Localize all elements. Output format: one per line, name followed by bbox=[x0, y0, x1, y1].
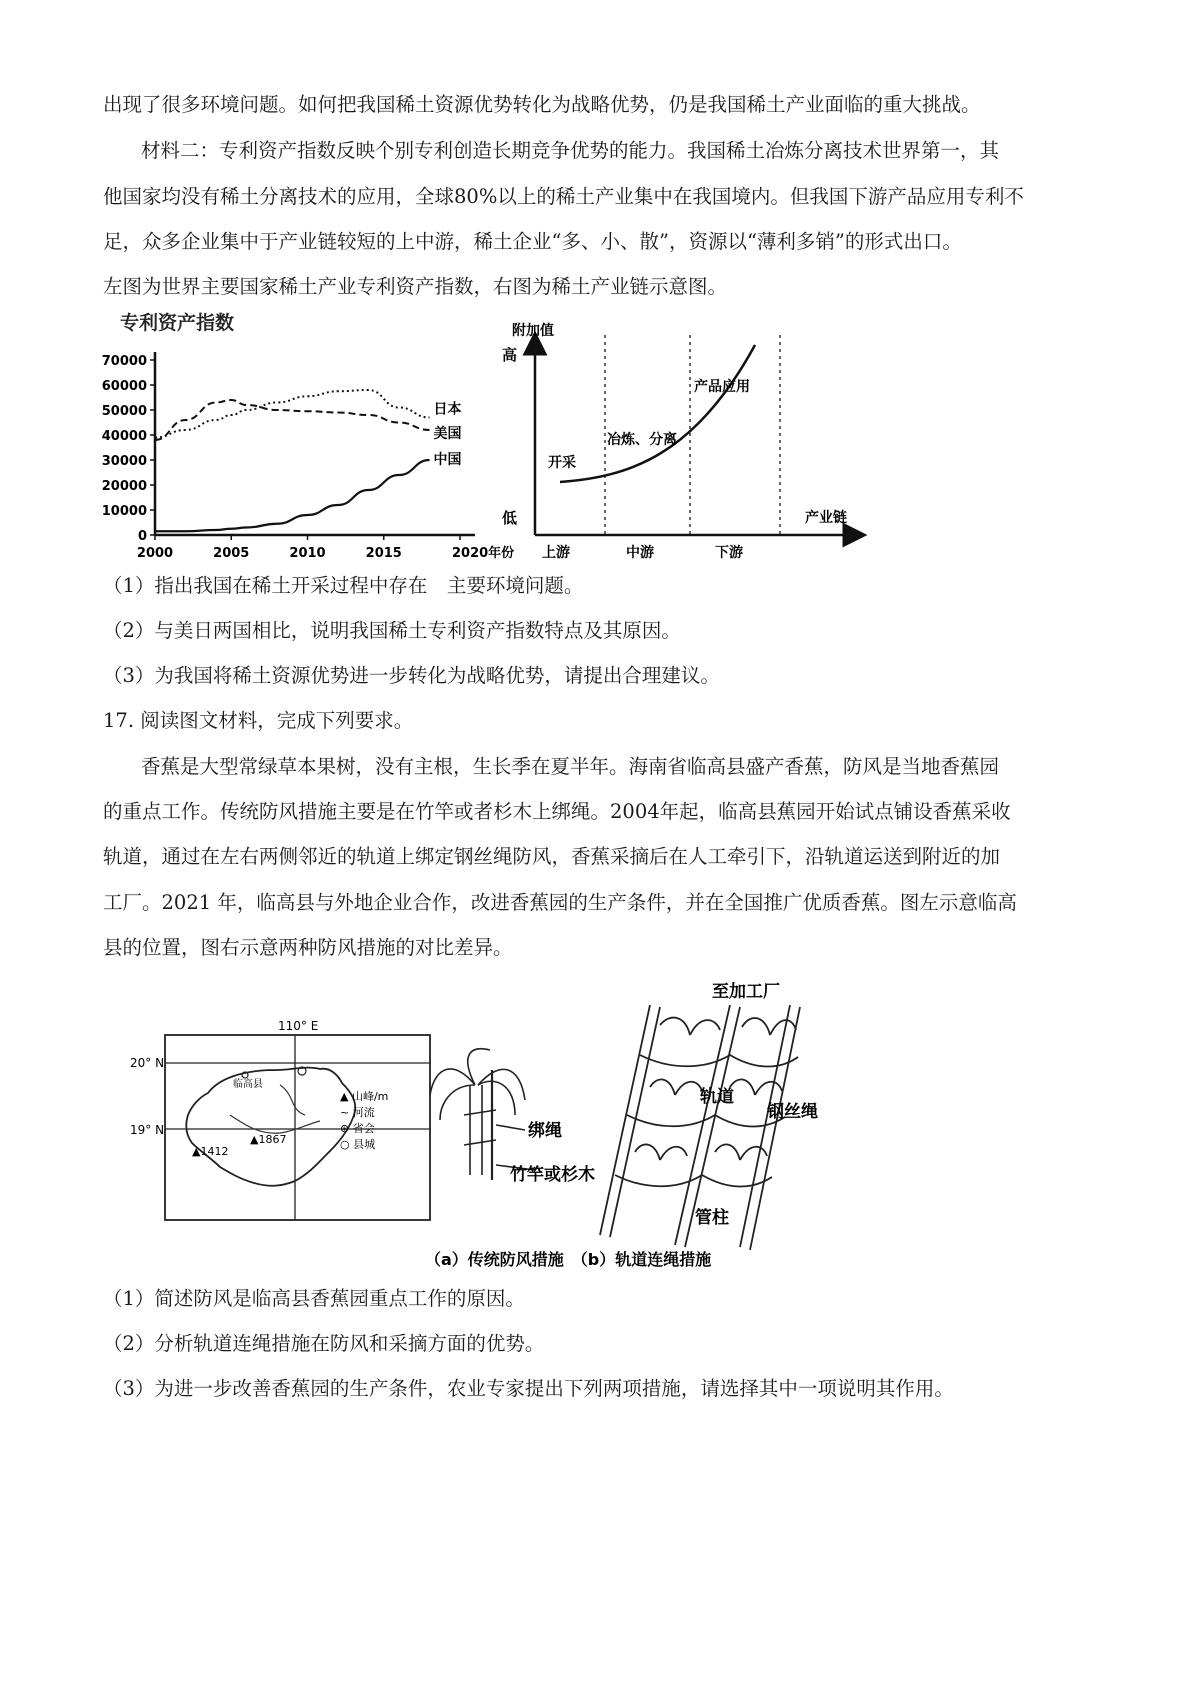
x-tick-label: 2005 bbox=[213, 546, 250, 561]
legend-county: ○ 县城 bbox=[340, 1138, 376, 1151]
x-tick-label: 2015 bbox=[365, 546, 402, 561]
stage-downstream: 下游 bbox=[715, 545, 743, 561]
y-low-label: 低 bbox=[502, 509, 518, 527]
q17-text-1: 香蕉是大型常绿草本果树，没有主根，生长季在夏半年。海南省临高县盛产香蕉，防风是当地香蕉园 bbox=[141, 755, 1000, 778]
stage-upstream: 上游 bbox=[542, 545, 570, 561]
y-tick-label: 70000 bbox=[101, 354, 147, 369]
series-label: 中国 bbox=[433, 452, 462, 468]
q17-text-4: 工厂。2021 年，临高县与外地企业合作，改进香蕉园的生产条件，并在全国推广优质香蕉。图左示意临高 bbox=[103, 891, 1017, 914]
chart-series bbox=[155, 390, 430, 531]
material-line-2: 材料二：专利资产指数反映个别专利创造长期竞争优势的能力。我国稀土冶炼分离技术世界第一，其 bbox=[141, 139, 1000, 162]
industry-chain-chart bbox=[480, 305, 880, 570]
q17-text-3: 轨道，通过在左右两侧邻近的轨道上绑定钢丝绳防风，香蕉采摘后在人工牵引下，沿轨道运送到附近的加 bbox=[103, 845, 1001, 868]
bind-rope-label: 绑绳 bbox=[528, 1121, 562, 1141]
track-label: 轨道 bbox=[700, 1087, 734, 1107]
series-label: 日本 bbox=[433, 401, 462, 418]
windbreak-figure bbox=[130, 975, 870, 1275]
series-line-美国 bbox=[155, 400, 430, 440]
peak-1412: ▲1412 bbox=[192, 1145, 229, 1158]
x-tick-label: 2010 bbox=[289, 546, 326, 561]
annotation-mining: 开采 bbox=[548, 455, 576, 471]
annotation-application: 产品应用 bbox=[694, 379, 750, 395]
annotation-smelting: 冶炼、分离 bbox=[607, 432, 677, 448]
longitude-label: 110° E bbox=[278, 1019, 319, 1033]
wire-label: 钢丝绳 bbox=[767, 1102, 818, 1122]
q17-3: （3）为进一步改善香蕉园的生产条件，农业专家提出下列两项措施，请选择其中一项说明其作用。 bbox=[103, 1377, 954, 1400]
legend-river: ~ 河流 bbox=[340, 1106, 375, 1119]
hainan-island bbox=[186, 1068, 355, 1186]
q16-2: （2）与美日两国相比，说明我国稀土专利资产指数特点及其原因。 bbox=[103, 619, 681, 642]
q17-2: （2）分析轨道连绳措施在防风和采摘方面的优势。 bbox=[103, 1332, 545, 1355]
y-tick-label: 0 bbox=[137, 529, 147, 544]
stage-midstream: 中游 bbox=[626, 545, 654, 561]
q17-title: 17. 阅读图文材料，完成下列要求。 bbox=[103, 709, 414, 732]
chart-axes bbox=[155, 352, 475, 535]
q17-text-5: 县的位置，图右示意两种防风措施的对比差异。 bbox=[103, 936, 513, 959]
material-line-1: 出现了很多环境问题。如何把我国稀土资源优势转化为战略优势，仍是我国稀土产业面临的重大挑战。 bbox=[103, 93, 981, 116]
y-high-label: 高 bbox=[502, 346, 518, 364]
series-label: 美国 bbox=[433, 426, 462, 442]
legend-peak: ▲ 山峰/m bbox=[340, 1090, 389, 1103]
y-tick-label: 10000 bbox=[101, 504, 147, 519]
series-line-日本 bbox=[155, 390, 430, 438]
figure-caption: （a）传统防风措施 （b）轨道连绳措施 bbox=[425, 1250, 712, 1269]
peak-1867: ▲1867 bbox=[250, 1133, 287, 1146]
patent-index-chart bbox=[100, 305, 520, 565]
traditional-measure bbox=[430, 1049, 535, 1180]
x-label: 产业链 bbox=[805, 510, 847, 526]
chart-title: 专利资产指数 bbox=[120, 312, 235, 334]
latitude-19-label: 19° N bbox=[130, 1123, 165, 1137]
legend-capital: ⊛ 省会 bbox=[340, 1122, 375, 1135]
chart-legend bbox=[434, 401, 462, 469]
pole-label: 竹竿或杉木 bbox=[510, 1165, 595, 1185]
y-tick-label: 40000 bbox=[101, 429, 147, 444]
series-line-中国 bbox=[155, 460, 430, 531]
x-tick-label: 2020年份 bbox=[452, 546, 515, 561]
q16-1: （1）指出我国在稀土开采过程中存在 主要环境问题。 bbox=[103, 574, 584, 597]
value-curve bbox=[560, 345, 755, 482]
material-line-3: 他国家均没有稀土分离技术的应用，全球80%以上的稀土产业集中在我国境内。但我国下游产品应用专利不 bbox=[103, 185, 1024, 208]
y-tick-label: 50000 bbox=[101, 404, 147, 419]
location-map bbox=[130, 1019, 430, 1220]
y-tick-label: 20000 bbox=[101, 479, 147, 494]
latitude-20-label: 20° N bbox=[130, 1056, 165, 1070]
x-tick-label: 2000 bbox=[136, 546, 174, 561]
q17-text-2: 的重点工作。传统防风措施主要是在竹竿或者杉木上绑绳。2004年起，临高县蕉园开始试点铺设香蕉采收 bbox=[103, 800, 1011, 823]
factory-label: 至加工厂 bbox=[712, 982, 780, 1002]
post-label: 管柱 bbox=[695, 1208, 729, 1228]
river-icon bbox=[230, 1115, 320, 1133]
q16-3: （3）为我国将稀土资源优势进一步转化为战略优势，请提出合理建议。 bbox=[103, 664, 720, 687]
y-label: 附加值 bbox=[512, 323, 554, 339]
map-legend bbox=[340, 1089, 388, 1151]
material-line-5: 左图为世界主要国家稀土产业专利资产指数，右图为稀土产业链示意图。 bbox=[103, 275, 728, 298]
place-label: 临高县 bbox=[233, 1079, 263, 1090]
y-tick-label: 60000 bbox=[101, 379, 147, 394]
q17-1: （1）简述防风是临高县香蕉园重点工作的原因。 bbox=[103, 1287, 525, 1310]
material-line-4: 足，众多企业集中于产业链较短的上中游，稀土企业“多、小、散”，资源以“薄利多销”的形式出口。 bbox=[103, 230, 962, 253]
banana-trunk bbox=[470, 1085, 482, 1175]
y-tick-label: 30000 bbox=[101, 454, 147, 469]
